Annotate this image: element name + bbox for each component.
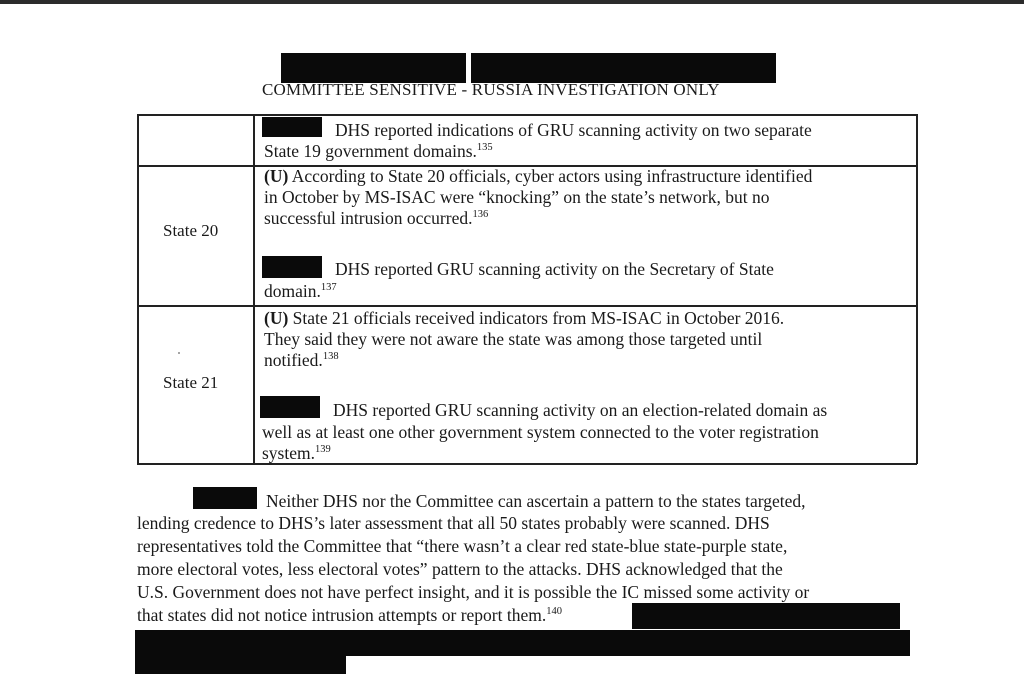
row1-line1: DHS reported indications of GRU scanning activity on two separate [335, 120, 812, 140]
footnote-138: 138 [322, 351, 339, 363]
row1-line2: State 19 government domains.$^{135}$ [264, 141, 493, 161]
paragraph-line-4: more electoral votes, less electoral votes” pattern to the attacks. DHS acknowledged that the [137, 559, 783, 579]
paragraph-line-2: lending credence to DHS’s later assessment that all 50 states probably were scanned. DHS [137, 513, 770, 533]
redaction-marker [262, 256, 322, 278]
paragraph-line-6: that states did not notice intrusion attempts or report them.$^{140}$ [137, 605, 562, 625]
redaction-marker [193, 487, 257, 509]
row3-entry1-line1: (U) State 21 officials received indicators from MS-ISAC in October 2016. [264, 308, 785, 328]
paragraph-line-1: Neither DHS nor the Committee can ascertain a pattern to the states targeted, [266, 491, 806, 511]
row3-entry2-line1: DHS reported GRU scanning activity on an election-related domain as [333, 400, 828, 420]
footnote-135: 135 [476, 142, 493, 154]
footnote-136: 136 [472, 209, 489, 221]
row2-entry1-line3: successful intrusion occurred.$^{136}$ [264, 208, 489, 228]
paragraph-line-3: representatives told the Committee that “there wasn’t a clear red state-blue state-purple state, [137, 536, 788, 556]
classification-header: COMMITTEE SENSITIVE - RUSSIA INVESTIGATION ONLY [262, 80, 720, 99]
viewer-top-border [0, 0, 1024, 4]
row3-entry2-line3: system.$^{139}$ [262, 443, 331, 463]
redaction-marker [262, 117, 322, 137]
redaction-bar-bottom-wide [135, 630, 910, 656]
row2-entry2-line1: DHS reported GRU scanning activity on the Secretary of State [335, 259, 774, 279]
redaction-bar-bottom-short [135, 654, 346, 674]
row3-entry1-line2: They said they were not aware the state was among those targeted until [264, 329, 763, 349]
footnote-137: 137 [320, 282, 337, 294]
row2-entry1-line1: (U) According to State 20 officials, cyber actors using infrastructure identified [264, 166, 813, 186]
row3-entry2-line2: well as at least one other government system connected to the voter registration [262, 422, 819, 442]
paragraph-line-5: U.S. Government does not have perfect insight, and it is possible the IC missed some activity or [137, 582, 810, 602]
redaction-bar-top-left [281, 53, 466, 83]
row2-entry2-line2: domain.$^{137}$ [264, 281, 337, 301]
scan-speck [178, 352, 180, 354]
row3-entry1-line3: notified.$^{138}$ [264, 350, 339, 370]
row2-entry1-line2: in October by MS-ISAC were “knocking” on the state’s network, but no [264, 187, 770, 207]
redaction-marker [260, 396, 320, 418]
redaction-bar-top-right [471, 53, 776, 83]
footnote-140: 140 [546, 606, 562, 618]
state-20-label: State 20 [163, 221, 219, 240]
state-21-label: State 21 [163, 373, 219, 392]
redaction-bar-inline [632, 603, 900, 629]
footnote-139: 139 [315, 444, 331, 456]
